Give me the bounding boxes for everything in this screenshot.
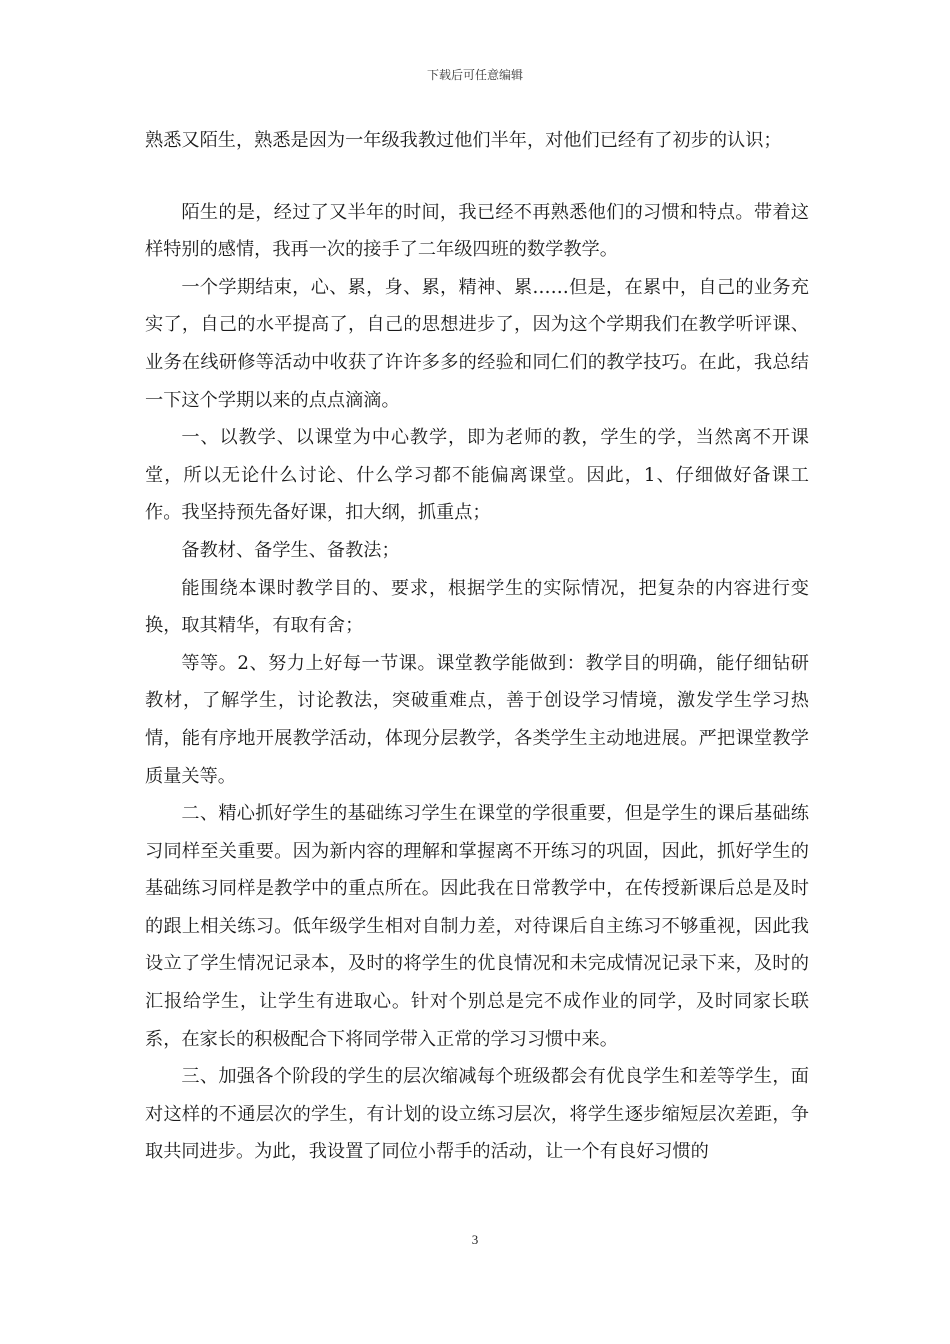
paragraph-7: 等等。2、努力上好每一节课。课堂教学能做到：教学目的明确，能仔细钻研教材，了解学生，讨论教法，突破重难点，善于创设学习情境，激发学生学习热情，能有序地开展教学活动，体现分层教学，各类学生主动地进展。严把课堂教学质量关等。 [145, 652, 809, 787]
page-header: 下载后可任意编辑 [426, 68, 523, 82]
paragraph-4: 一、以教学、以课堂为中心教学，即为老师的教，学生的学，当然离不开课堂，所以无论什么讨论、什么学习都不能偏离课堂。因此，1、仔细做好备课工作。我坚持预先备好课，扣大纲，抓重点； [145, 427, 809, 524]
paragraph-9: 三、加强各个阶段的学生的层次缩减每个班级都会有优良学生和差等学生，面对这样的不通层次的学生，有计划的设立练习层次，将学生逐步缩短层次差距，争取共同进步。为此，我设置了同位小帮手的活动，让一个有良好习惯的 [145, 1066, 809, 1163]
body-text [145, 122, 809, 1171]
paragraph-6: 能围绕本课时教学目的、要求，根据学生的实际情况，把复杂的内容进行变换，取其精华，有取有舍； [145, 577, 809, 637]
paragraph-5: 备教材、备学生、备教法； [181, 539, 400, 561]
paragraph-8: 二、精心抓好学生的基础练习学生在课堂的学很重要，但是学生的课后基础练习同样至关重要。因为新内容的理解和掌握离不开练习的巩固，因此，抓好学生的基础练习同样是教学中的重点所在。因此我在日常教学中，在传授新课后总是及时的跟上相关练习。低年级学生相对自制力差，对待课后自主练习不够重视，因此我设立了学生情况记录本，及时的将学生的优良情况和未完成情况记录下来，及时的汇报给学生，让学生有进取心。针对个别总是完不成作业的同学，及时同家长联系，在家长的积极配合下将同学带入正常的学习习惯中来。 [145, 803, 809, 1050]
paragraph-3: 一个学期结束，心、累，身、累，精神、累……但是，在累中，自己的业务充实了，自己的水平提高了，自己的思想进步了，因为这个学期我们在教学听评课、业务在线研修等活动中收获了许许多多的经验和同仁们的教学技巧。在此，我总结一下这个学期以来的点点滴滴。 [145, 276, 809, 411]
paragraph-1: 熟悉又陌生，熟悉是因为一年级我教过他们半年，对他们已经有了初步的认识； [145, 130, 782, 151]
page-number: 3 [471, 1232, 479, 1247]
paragraph-2: 陌生的是，经过了又半年的时间，我已经不再熟悉他们的习惯和特点。带着这样特别的感情，我再一次的接手了二年级四班的数学教学。 [145, 201, 809, 261]
